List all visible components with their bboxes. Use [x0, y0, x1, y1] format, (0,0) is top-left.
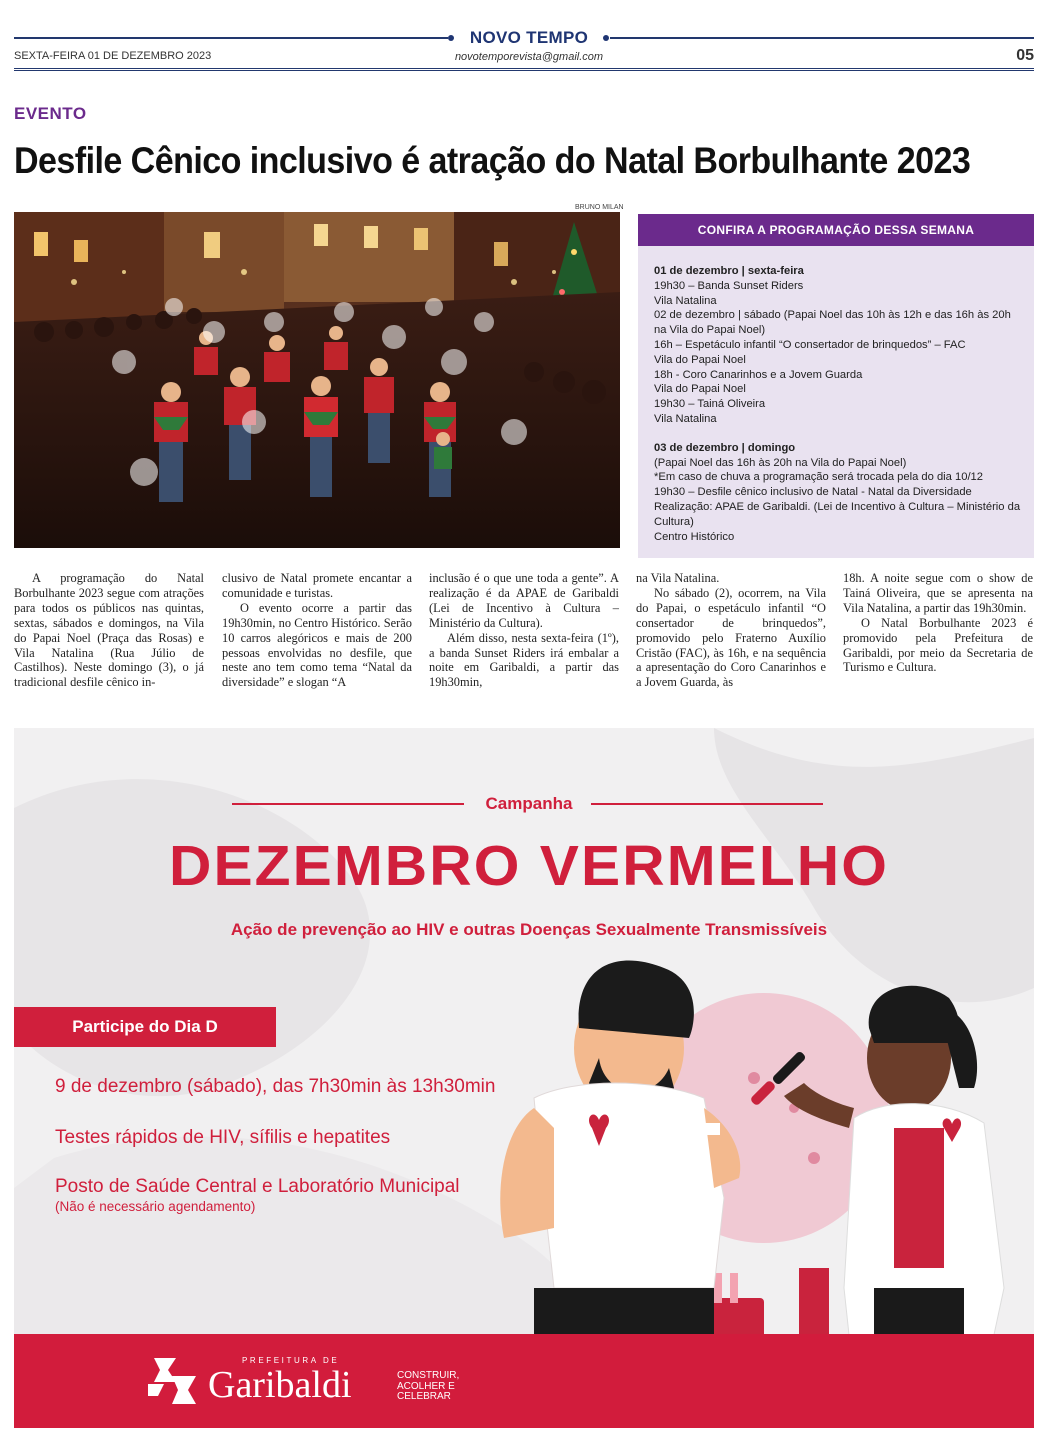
- program-heading: CONFIRA A PROGRAMAÇÃO DESSA SEMANA: [638, 214, 1034, 246]
- program-line: (Papai Noel das 16h às 20h na Vila do Papai Noel): [654, 456, 907, 469]
- campaign-title: DEZEMBRO VERMELHO: [168, 834, 890, 898]
- header-dot-right: [603, 35, 609, 41]
- campaign-rule-right: [591, 803, 823, 805]
- newspaper-name: NOVO TEMPO: [469, 28, 589, 47]
- city-name: Garibaldi: [208, 1364, 352, 1406]
- parade-illustration: [14, 212, 620, 548]
- article-paragraph: No sábado (2), ocorrem, na Vila do Papai, o espetáculo infantil “O consertador de brinquedos”, promovido pelo Fraterno Auxílio Cristão (FAC), às 16h, e na sequência a apresentação do Coro Canarinhos e a Jovem Guarda, às: [636, 585, 826, 690]
- program-line: Vila Natalina: [654, 294, 717, 307]
- article-paragraph: O evento ocorre a partir das 19h30min, no Centro Histórico. Serão 10 carros alegóricos e mais de 200 pessoas envolvidas no desfile, que neste ano tem como tema “Natal da diversidade” e slogan “A: [222, 600, 412, 690]
- parade-photo: [14, 212, 620, 548]
- program-line: 19h30 – Banda Sunset Riders: [654, 279, 804, 292]
- campaign-date: 9 de dezembro (sábado), das 7h30min às 13h30min: [55, 1076, 496, 1097]
- header-rule-right: [610, 37, 1034, 39]
- program-box: [638, 214, 1034, 558]
- program-line: Realização: APAE de Garibaldi. (Lei de Incentivo à Cultura – Ministério da Cultura): [654, 500, 1021, 528]
- prefeitura-label: PREFEITURA DE: [242, 1356, 340, 1365]
- page-number: 05: [1016, 47, 1034, 64]
- campaign-note: (Não é necessário agendamento): [55, 1199, 256, 1214]
- program-day-1-title: 01 de dezembro | sexta-feira: [654, 265, 804, 277]
- program-line: Vila do Papai Noel: [654, 383, 746, 396]
- article-paragraph: inclusão é o que une toda a gente”. A realização é da APAE de Garibaldi (Lei de Incentivo à Cultura – Ministério da Cultura).: [429, 571, 619, 630]
- article-paragraph: Além disso, nesta sexta-feira (1º), a banda Sunset Riders irá embalar a noite em Garibaldi, a partir das 19h30min,: [429, 630, 619, 690]
- program-line: 16h – Espetáculo infantil “O consertador de brinquedos” – FAC: [654, 338, 966, 351]
- program-line: 19h30 – Desfile cênico inclusivo de Natal - Natal da Diversidade: [654, 486, 972, 499]
- program-line: Centro Histórico: [654, 530, 735, 543]
- program-line: Vila Natalina: [654, 412, 717, 425]
- article-column-5: [843, 571, 1033, 675]
- article-paragraph: 18h. A noite segue com o show de Tainá Oliveira, que se apresenta na Vila Natalina, a partir das 19h30min.: [843, 571, 1033, 615]
- program-day-3-title: 03 de dezembro | domingo: [654, 441, 796, 454]
- article-headline: Desfile Cênico inclusivo é atração do Natal Borbulhante 2023: [14, 140, 971, 181]
- section-label: EVENTO: [14, 104, 87, 123]
- campaign-label: Campanha: [485, 794, 573, 813]
- article-paragraph: clusivo de Natal promete encantar a comunidade e turistas.: [222, 571, 412, 600]
- header-rule-bottom: [14, 68, 1034, 69]
- campaign-tests: Testes rápidos de HIV, sífilis e hepatites: [55, 1127, 391, 1148]
- issue-date: SEXTA-FEIRA 01 DE DEZEMBRO 2023: [14, 50, 212, 62]
- program-line: 19h30 – Tainá Oliveira: [654, 398, 766, 411]
- article-paragraph: na Vila Natalina.: [636, 571, 720, 585]
- garibaldi-logo-icon: [146, 1354, 202, 1406]
- participate-banner: Participe do Dia D: [14, 1007, 276, 1047]
- article-paragraph: O Natal Borbulhante 2023 é promovido pela Prefeitura de Garibaldi, por meio da Secretaria de Turismo e Cultura.: [843, 615, 1033, 675]
- article-column-1: [14, 571, 204, 690]
- city-slogan: [397, 1371, 459, 1403]
- header-rule-bottom-2: [14, 70, 1034, 71]
- program-body: [654, 264, 1022, 544]
- program-line: *Em caso de chuva a programação será trocada pela do dia 10/12: [654, 471, 983, 484]
- contact-email[interactable]: novotemporevista@gmail.com: [454, 51, 604, 63]
- program-line: 18h - Coro Canarinhos e a Jovem Guarda: [654, 368, 863, 381]
- slogan-line: ACOLHER E: [397, 1380, 455, 1392]
- article-column-3: [429, 571, 619, 690]
- program-line: Vila do Papai Noel: [654, 353, 746, 366]
- photo-credit: BRUNO MILAN: [575, 204, 624, 211]
- program-line: 02 de dezembro | sábado (Papai Noel das 10h às 12h e das 16h às 20h na Vila do Papai Noel): [654, 309, 1011, 337]
- campaign-subtitle: Ação de prevenção ao HIV e outras Doenças Sexualmente Transmissíveis: [230, 920, 828, 939]
- article-column-4: [636, 571, 826, 690]
- slogan-line: CELEBRAR: [397, 1391, 451, 1402]
- article-column-2: [222, 571, 412, 690]
- slogan-line: CONSTRUIR,: [397, 1370, 460, 1381]
- campaign-location: Posto de Saúde Central e Laboratório Municipal: [55, 1176, 460, 1197]
- article-paragraph: A programação do Natal Borbulhante 2023 segue com atrações para todos os públicos nas quintas, sextas, sábados e domingos, na Vila do Papai Noel (Praça das Rosas) e Vila Natalina (Rua Júlio de Castilhos). Neste domingo (3), o já tradicional desfile cênico in-: [14, 571, 204, 690]
